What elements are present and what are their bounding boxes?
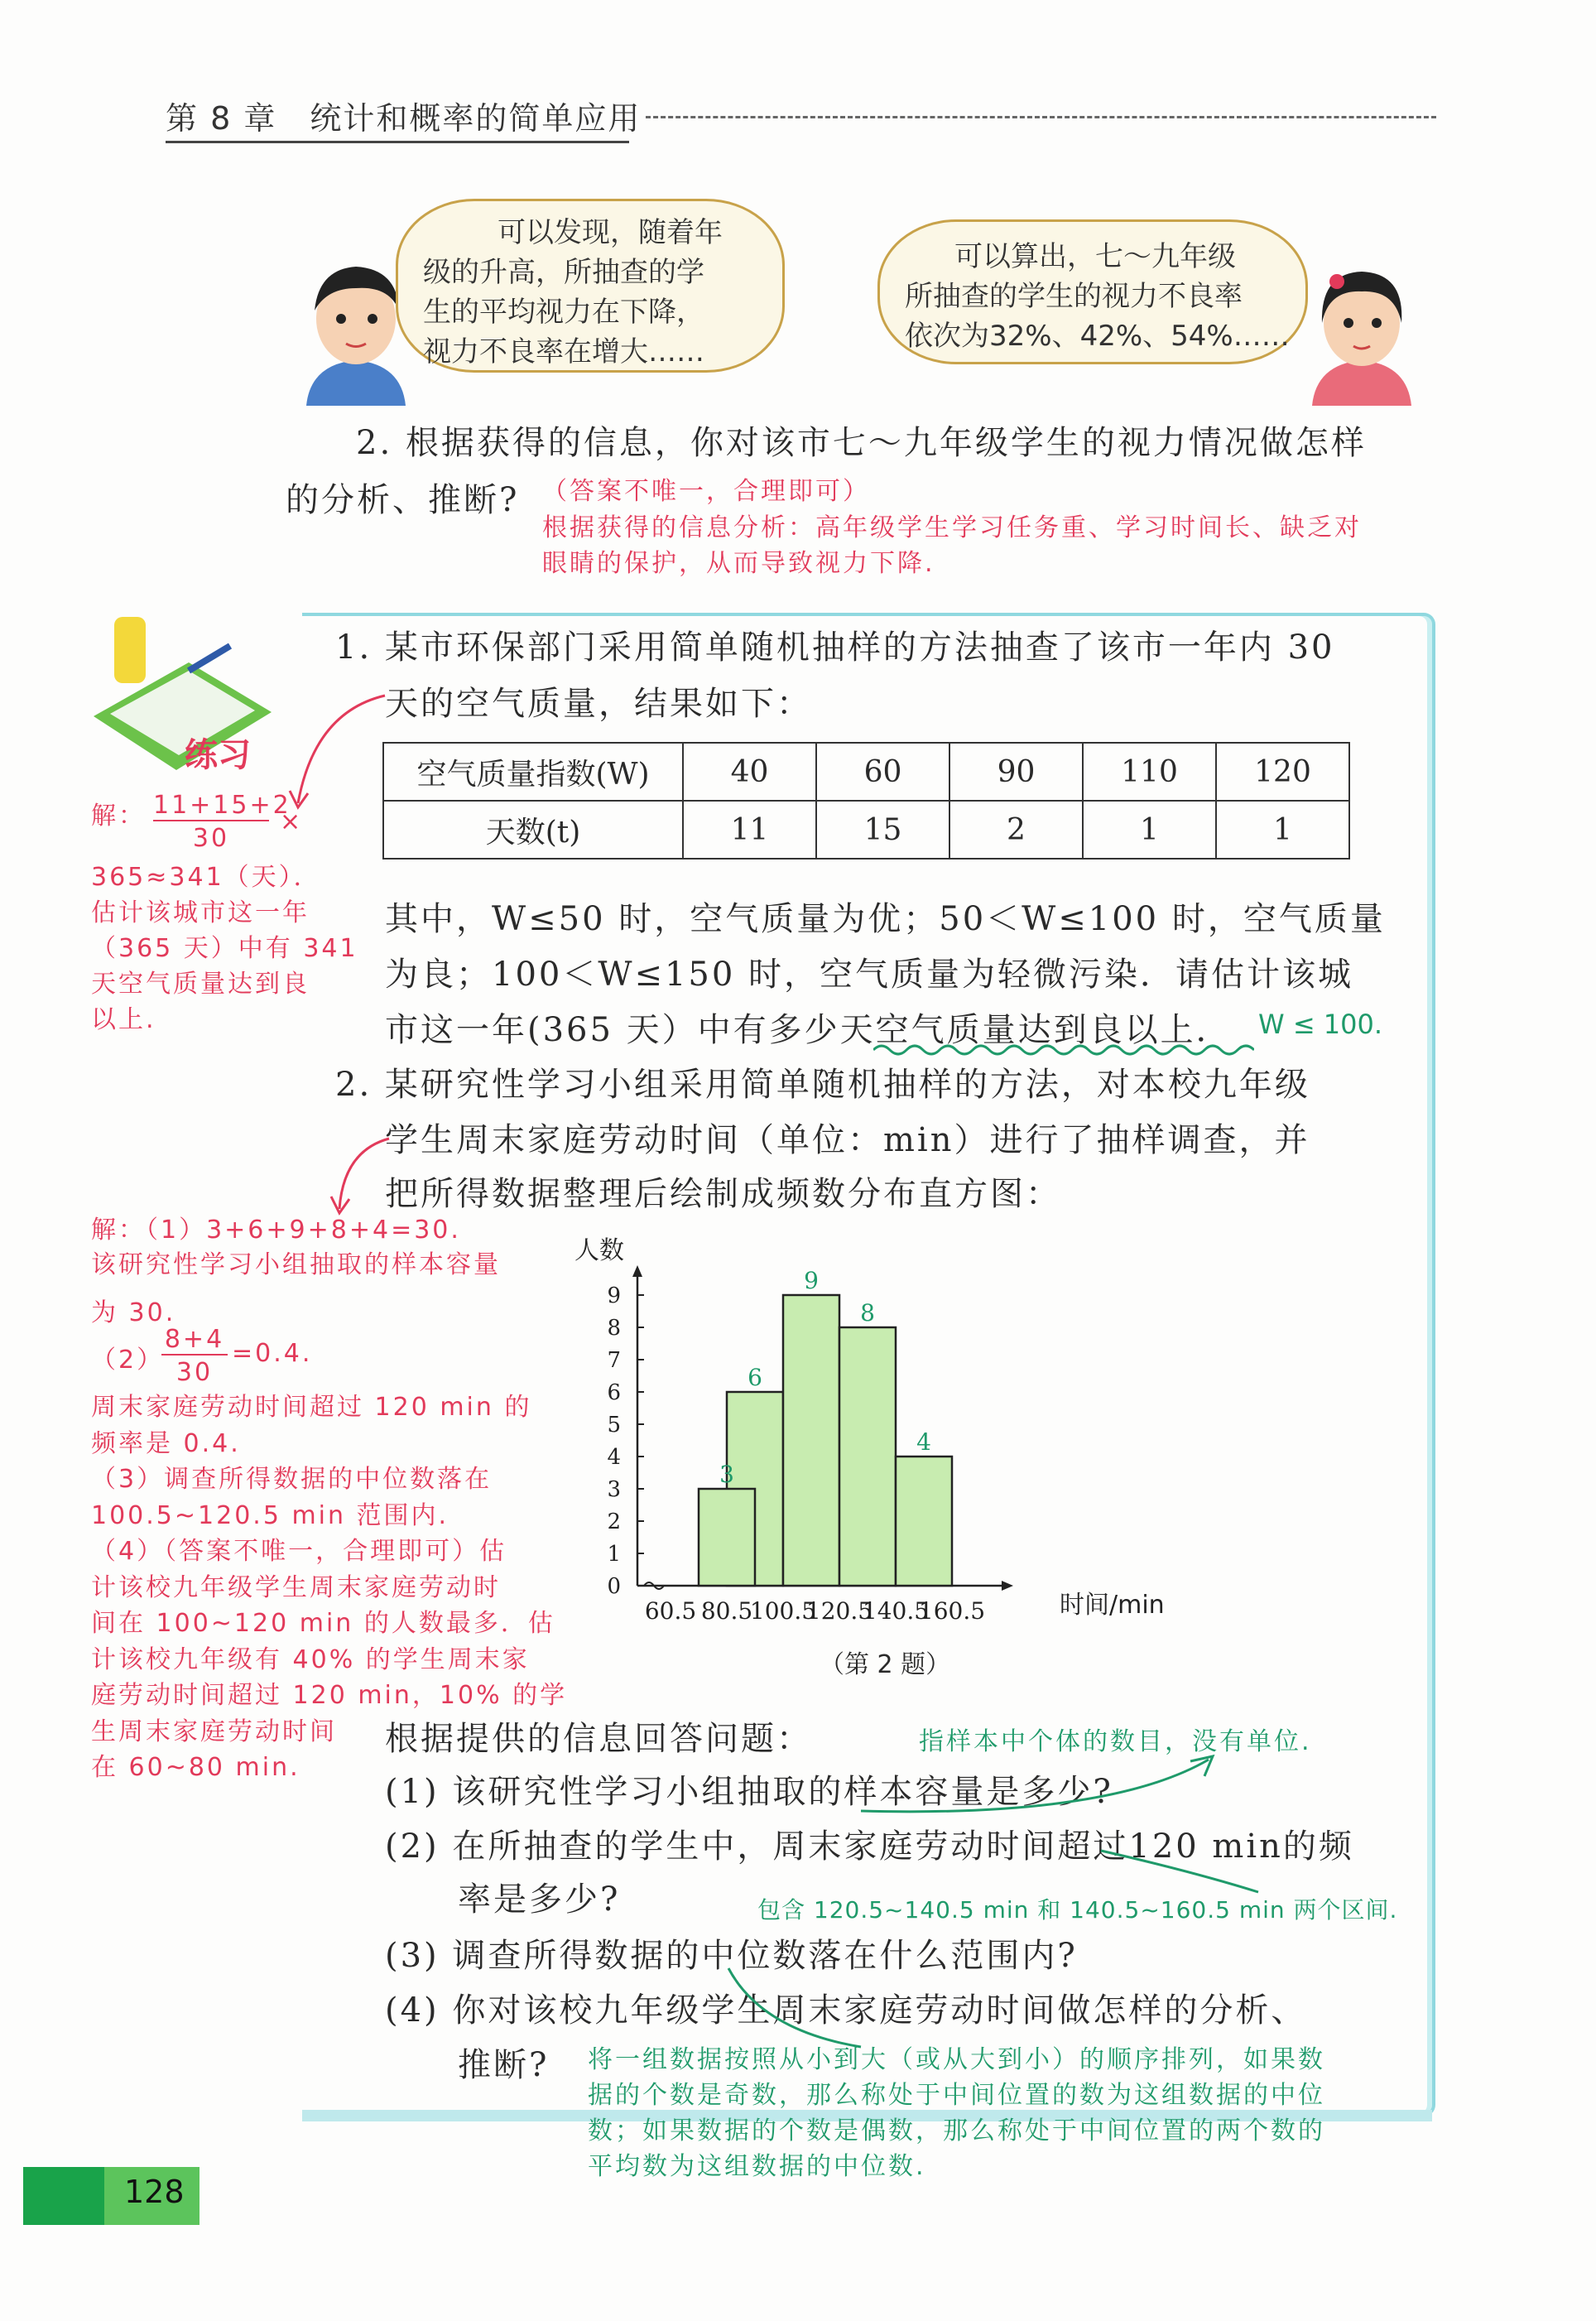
- speech-bubble-right: [877, 219, 1308, 364]
- q1-answer-line: 365≈341（天）．: [91, 863, 321, 892]
- histogram-bar: [699, 1489, 755, 1586]
- bubble-left-line-2: 级的升高，所抽查的学: [423, 256, 704, 289]
- exercise-q2-line-3: 把所得数据整理后绘制成频数分布直方图：: [385, 1175, 1061, 1213]
- arrow-q2: [327, 1134, 393, 1217]
- y-tick-label: 8: [607, 1316, 621, 1341]
- q1-answer-line: 估计该城市这一年: [91, 898, 310, 927]
- bar-data-label: 9: [804, 1267, 819, 1294]
- y-tick-label: 1: [607, 1542, 621, 1567]
- exercise-q2-line-2: 学生周末家庭劳动时间（单位：min）进行了抽样调查，并: [385, 1121, 1310, 1159]
- y-tick-label: 7: [607, 1348, 621, 1373]
- header-underline: [166, 141, 629, 143]
- discussion-answer-note: （答案不唯一，合理即可）: [542, 477, 870, 506]
- wavy-underline: [873, 1042, 1254, 1058]
- q1-answer-times: ×: [280, 807, 304, 836]
- note-median: [588, 2042, 1325, 2184]
- x-tick-label: 120.5: [805, 1597, 873, 1625]
- bar-data-label: 3: [719, 1461, 734, 1488]
- table-row: [383, 801, 1349, 859]
- table-cell: 11: [683, 801, 816, 859]
- arrow-q1: [281, 679, 389, 811]
- table-row: [383, 743, 1349, 801]
- table-cell: 120: [1216, 743, 1349, 801]
- q2-answer-line: 频率是 0.4.: [91, 1428, 241, 1458]
- histogram-chart: [563, 1234, 1192, 1640]
- q2-answer-line-1: 解：（1）3+6+9+8+4=30.: [91, 1216, 461, 1245]
- y-tick-label: 3: [607, 1477, 621, 1502]
- q1-answer-body: [91, 860, 358, 1038]
- table-cell: 1: [1083, 801, 1216, 859]
- exercise-q1-line-1: 1. 某市环保部门采用简单随机抽样的方法抽查了该市一年内 30: [335, 628, 1335, 667]
- q1-answer-numerator: 11+15+2: [153, 791, 291, 820]
- q1-answer-line: 以上.: [91, 1005, 156, 1034]
- x-tick-label: 160.5: [918, 1597, 986, 1625]
- exercise-q1-text-2: 为良；100＜W≤150 时，空气质量为轻微污染．请估计该城: [385, 956, 1354, 994]
- histogram-bar: [839, 1327, 896, 1586]
- bar-data-label: 6: [748, 1364, 762, 1391]
- sub-question-2-line-1: (2) 在所抽查的学生中，周末家庭劳动时间超过120 min的频: [385, 1827, 1354, 1866]
- q2-answer-line: 庭劳动时间超过 120 min，10% 的学: [91, 1681, 568, 1710]
- discussion-answer-line-2: 眼睛的保护，从而导致视力下降.: [542, 549, 935, 578]
- bar-data-label: 4: [916, 1428, 931, 1456]
- arrow-note-interval: [1093, 1847, 1341, 1904]
- sub-question-2-line-2: 率是多少?: [458, 1880, 621, 1919]
- table-cell: 60: [816, 743, 949, 801]
- y-tick-label: 2: [607, 1510, 621, 1534]
- header-dashed-rule: [646, 116, 1436, 118]
- y-tick-label: 6: [607, 1380, 621, 1405]
- y-tick-label: 4: [607, 1445, 621, 1470]
- bubble-right-line-3: 依次为32%、42%、54%……: [905, 320, 1290, 353]
- sub-question-3: (3) 调查所得数据的中位数落在什么范围内?: [385, 1937, 1078, 1975]
- exercise-q1-text-1: 其中，W≤50 时，空气质量为优；50＜W≤100 时，空气质量: [385, 900, 1386, 938]
- histogram-bar: [896, 1457, 952, 1586]
- discussion-question-line-2: 的分析、推断?: [286, 481, 520, 519]
- note-median-line: 平均数为这组数据的中位数.: [588, 2152, 926, 2181]
- table-cell: 40: [683, 743, 816, 801]
- q2-answer-line: 计该校九年级学生周末家庭劳动时: [91, 1572, 501, 1602]
- y-tick-label: 9: [607, 1283, 621, 1308]
- girl-illustration: [1304, 240, 1420, 406]
- note-median-line: 数；如果数据的个数是偶数，那么称处于中间位置的两个数的: [588, 2116, 1325, 2145]
- q2-answer-line: 在 60~80 min.: [91, 1753, 300, 1782]
- q2-answer-line-3: 为 30.: [91, 1298, 176, 1327]
- note-median-line: 据的个数是奇数，那么称处于中间位置的数为这组数据的中位: [588, 2081, 1325, 2110]
- note-interval: 包含 120.5~140.5 min 和 140.5~160.5 min 两个区间.: [757, 1896, 1398, 1924]
- q2-answer-line: 计该校九年级有 40% 的学生周末家: [91, 1644, 530, 1674]
- table-cell: 1: [1216, 801, 1349, 859]
- q2-answer-part2-prefix: （2）: [91, 1346, 165, 1375]
- note-sample-size: 指样本中个体的数目，没有单位.: [919, 1727, 1312, 1756]
- q2-answer-line: （4）（答案不唯一，合理即可）估: [91, 1537, 507, 1566]
- x-axis-label: 时间/min: [1060, 1591, 1165, 1620]
- q1-answer-line: 天空气质量达到良: [91, 970, 310, 999]
- table-cell: 空气质量指数(W): [383, 743, 683, 801]
- q2-answer-part2-suffix: =0.4.: [232, 1339, 313, 1368]
- x-tick-label: 100.5: [749, 1597, 817, 1625]
- sub-question-1: (1) 该研究性学习小组抽取的样本容量是多少?: [385, 1773, 1113, 1811]
- q2-answer-denominator: 30: [175, 1358, 214, 1387]
- bubble-left-line-3: 生的平均视力在下降，: [423, 296, 704, 329]
- histogram-marks: [607, 1265, 1013, 1625]
- bubble-left-line-1: 可以发现，随着年: [498, 216, 723, 249]
- q1-answer-prefix: 解：: [91, 802, 146, 831]
- q2-answer-line: 间在 100~120 min 的人数最多．估: [91, 1609, 555, 1638]
- figure-caption: （第 2 题）: [820, 1650, 951, 1679]
- exercise-notebook-icon: [89, 613, 280, 778]
- x-tick-label: 80.5: [700, 1597, 753, 1625]
- air-quality-table: [382, 742, 1350, 860]
- bubble-right-line-2: 所抽查的学生的视力不良率: [905, 280, 1243, 313]
- histogram-bar: [783, 1295, 839, 1586]
- y-tick-label: 0: [607, 1574, 621, 1599]
- sub-question-4-line-1: (4) 你对该校九年级学生周末家庭劳动时间做怎样的分析、: [385, 1991, 1307, 2030]
- q2-answer-numerator: 8+4: [161, 1325, 228, 1356]
- speech-bubble-left: [396, 199, 785, 373]
- table-cell: 110: [1083, 743, 1216, 801]
- bubble-right-line-1: 可以算出，七～九年级: [954, 240, 1236, 273]
- exercise-q2-line-1: 2. 某研究性学习小组采用简单随机抽样的方法，对本校九年级: [335, 1066, 1310, 1104]
- y-axis-arrow: [632, 1265, 642, 1277]
- x-axis-arrow: [1002, 1581, 1013, 1591]
- exercise-q1-line-2: 天的空气质量，结果如下：: [385, 685, 812, 723]
- y-axis-label: 人数: [574, 1236, 624, 1265]
- table-cell: 天数(t): [383, 801, 683, 859]
- q1-answer-denominator: 30: [192, 824, 230, 853]
- table-cell: 90: [949, 743, 1083, 801]
- q2-answer-line-2: 该研究性学习小组抽取的样本容量: [91, 1250, 501, 1279]
- discussion-answer-line-1: 根据获得的信息分析：高年级学生学习任务重、学习时间长、缺乏对: [542, 513, 1362, 542]
- exercise-label: 练习: [185, 736, 251, 774]
- q2-answer-line: 生周末家庭劳动时间: [91, 1717, 337, 1746]
- exercise-q1-text-3: 市这一年(365 天）中有多少天空气质量达到良以上．: [385, 1011, 1232, 1049]
- table-cell: 2: [949, 801, 1083, 859]
- sub-question-4-line-2: 推断?: [458, 2046, 550, 2084]
- note-median-line: 将一组数据按照从小到大（或从大到小）的顺序排列，如果数: [588, 2045, 1325, 2074]
- table-cell: 15: [816, 801, 949, 859]
- questions-intro: 根据提供的信息回答问题：: [385, 1720, 812, 1758]
- arrow-note-sample: [861, 1751, 1242, 1818]
- q2-answer-line: （3）调查所得数据的中位数落在: [91, 1465, 493, 1494]
- chapter-header: 第 8 章 统计和概率的简单应用: [166, 100, 642, 137]
- discussion-question-line-1: 2. 根据获得的信息，你对该市七～九年级学生的视力情况做怎样: [356, 424, 1367, 462]
- page-number: 128: [124, 2174, 185, 2210]
- x-tick-label: 140.5: [862, 1597, 930, 1625]
- x-tick-label: 60.5: [644, 1597, 697, 1625]
- page-tab-dark: [23, 2167, 104, 2225]
- bar-data-label: 8: [860, 1299, 875, 1327]
- q2-answer-line: 周末家庭劳动时间超过 120 min 的: [91, 1393, 532, 1422]
- q1-answer-line: （365 天）中有 341: [91, 934, 358, 963]
- exercise-q1-note: W ≤ 100.: [1258, 1009, 1383, 1040]
- q2-answer-line: 100.5~120.5 min 范围内.: [91, 1500, 449, 1530]
- y-tick-label: 5: [607, 1413, 621, 1437]
- bubble-left-line-4: 视力不良率在增大……: [423, 335, 704, 368]
